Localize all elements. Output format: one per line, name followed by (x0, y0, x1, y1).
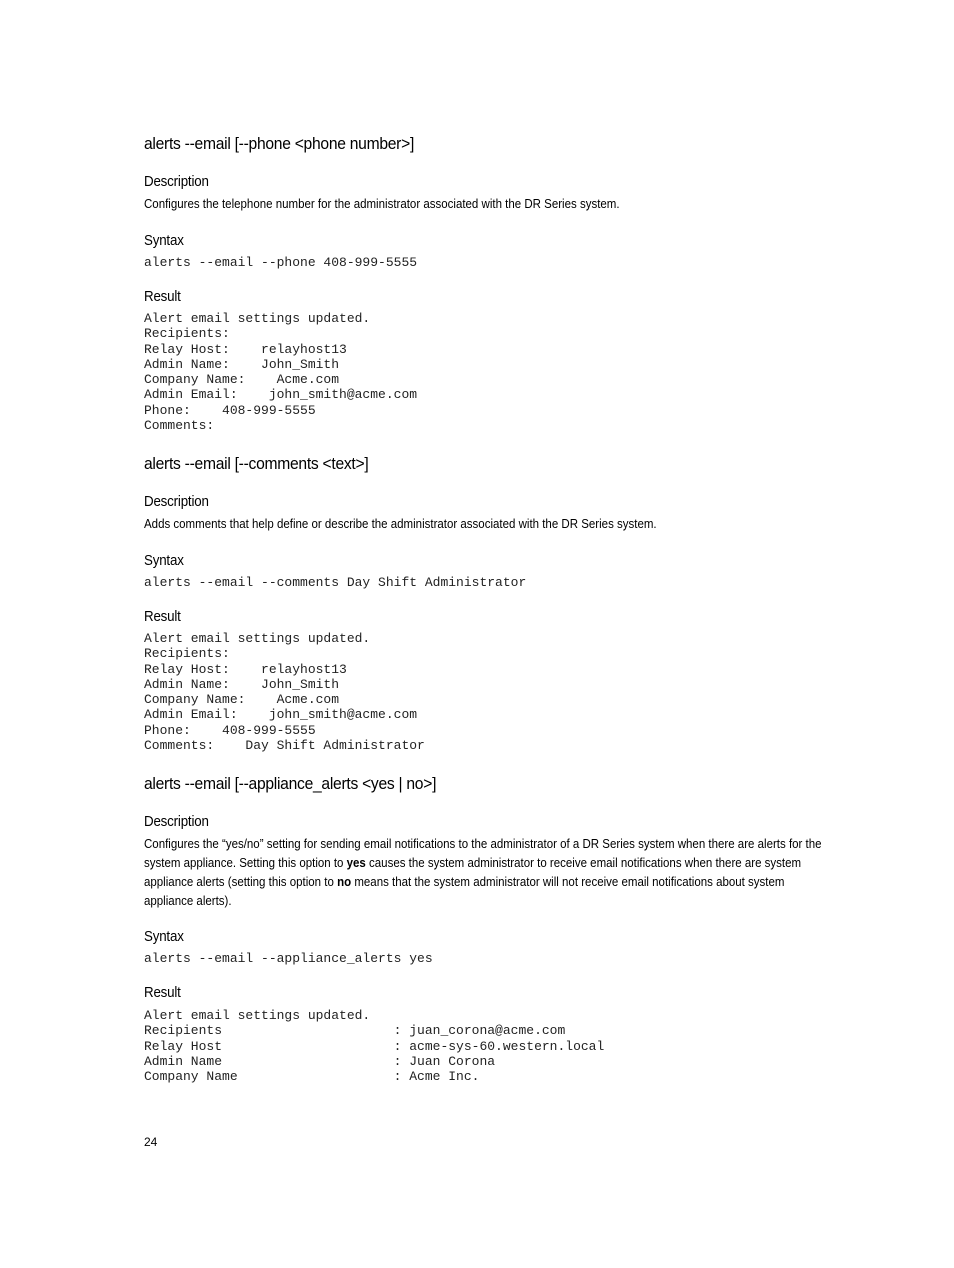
page-number: 24 (144, 1135, 158, 1149)
description-heading: Description (144, 494, 209, 510)
description-text (144, 835, 829, 911)
description-part-3: means that the system administrator will not receive email notifications about system appliance alerts). (144, 875, 785, 908)
keyword-no: no (337, 875, 352, 889)
syntax-heading: Syntax (144, 553, 184, 569)
description-heading: Description (144, 814, 209, 830)
syntax-code: alerts --email --phone 408-999-5555 (144, 255, 418, 270)
description-part-1: Configures the “yes/no” setting for sending email notifications to the administrator of a DR Series system when there are alerts for the system appliance. Setting this option to (144, 837, 822, 870)
syntax-heading: Syntax (144, 929, 184, 945)
result-code: Alert email settings updated. Recipients: Relay Host: relayhost13 Admin Name: John_Smith Company Name: Acme.com Admin Email: john_smith@acme.com Phone: 408-999-5555 Comments: Day Shift Administrator (144, 631, 425, 754)
syntax-code: alerts --email --comments Day Shift Administrator (144, 575, 527, 590)
result-code: Alert email settings updated. Recipients : juan_corona@acme.com Relay Host : acme-sys-60.western.local Admin Name : Juan Corona Company Name : Acme Inc. (144, 1008, 605, 1085)
result-code: Alert email settings updated. Recipients: Relay Host: relayhost13 Admin Name: John_Smith Company Name: Acme.com Admin Email: john_smith@acme.com Phone: 408-999-5555 Comments: (144, 311, 418, 434)
section-title: alerts --email [--appliance_alerts <yes | no>] (144, 774, 437, 793)
section-title: alerts --email [--phone <phone number>] (144, 134, 415, 153)
keyword-yes: yes (346, 856, 366, 870)
description-heading: Description (144, 174, 209, 190)
result-heading: Result (144, 289, 181, 305)
syntax-heading: Syntax (144, 233, 184, 249)
syntax-code: alerts --email --appliance_alerts yes (144, 951, 433, 966)
result-heading: Result (144, 609, 181, 625)
result-heading: Result (144, 985, 181, 1001)
section-title: alerts --email [--comments <text>] (144, 454, 369, 473)
description-text: Configures the telephone number for the administrator associated with the DR Series system. (144, 197, 620, 211)
description-part-2: causes the system administrator to receive email notifications when there are system appliance alerts (setting this option to (144, 856, 802, 889)
description-text: Adds comments that help define or describe the administrator associated with the DR Series system. (144, 517, 657, 531)
